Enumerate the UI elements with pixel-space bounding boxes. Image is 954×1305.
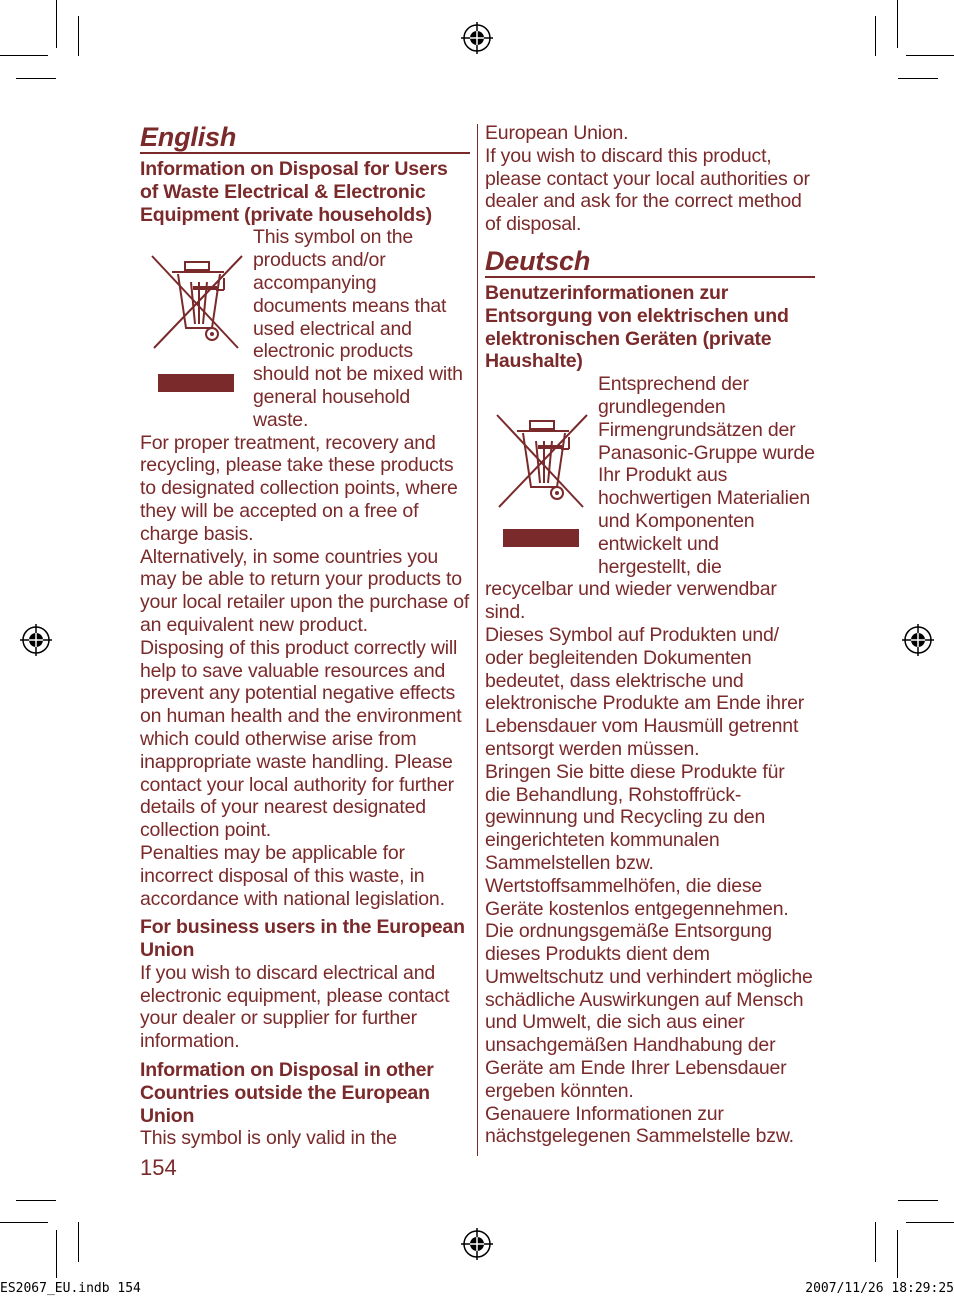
section-title-english: English — [140, 122, 470, 154]
crop-mark — [897, 0, 898, 48]
weee-symbol — [485, 373, 598, 578]
crop-mark — [897, 1230, 898, 1278]
paragraph: recycelbar und wieder verwendbar sind. — [485, 578, 777, 624]
symbol-description: Entsprechend der grundlegenden Firmengrundsätzen der Panasonic-Gruppe wurde Ihr Produkt aus hochwertigen Materialien und Komponenten entwickelt und hergestellt, die — [598, 373, 815, 578]
weee-symbol — [140, 226, 253, 431]
weee-symbol-block — [485, 373, 815, 578]
crop-mark — [78, 1222, 79, 1262]
footer-file-info: ES2067_EU.indb 154 — [0, 1281, 141, 1296]
column-divider — [477, 124, 478, 1156]
crop-mark — [16, 78, 56, 79]
weee-bar — [503, 529, 579, 547]
crop-mark — [906, 55, 954, 56]
crop-mark — [875, 16, 876, 56]
heading-entsorgung: Benutzerinformationen zur Entsorgung von elektrischen und elektronischen Geräten (private Haushalte) — [485, 281, 789, 373]
paragraph: Penalties may be applicable for incorrect disposal of this waste, in accordance with national legislation. — [140, 841, 445, 910]
symbol-description: This symbol on the products and/or accompanying documents means that used electrical and electronic products should not be mixed with general household waste. — [253, 226, 463, 431]
crossed-out-wheeled-bin-icon — [495, 413, 589, 511]
crop-mark — [56, 0, 57, 48]
paragraph: Dieses Symbol auf Produkten und/ oder begleitenden Dokumenten bedeutet, dass elektrische und elektronische Produkte am Ende ihrer Lebensdauer vom Hausmüll getrennt entsorgt werden müssen. — [485, 623, 805, 760]
paragraph: European Union. — [485, 122, 629, 144]
heading-disposal-private: Information on Disposal for Users of Waste Electrical & Electronic Equipment (private households) — [140, 158, 448, 226]
crop-mark — [875, 1222, 876, 1262]
paragraph: If you wish to discard this product, please contact your local authorities or dealer and ask for the correct method of disposal. — [485, 144, 810, 236]
crop-mark — [0, 55, 48, 56]
weee-bar — [158, 374, 234, 392]
crop-mark — [16, 1200, 56, 1201]
registration-mark-icon — [900, 622, 936, 658]
crop-mark — [0, 1222, 48, 1223]
english-section — [140, 122, 470, 1150]
paragraph: Disposing of this product correctly will help to save valuable resources and prevent any potential negative effects on human health and the environment which could otherwise arise from inappropriate waste handling. Please contact your local authority for further details of your nearest designated collection point. — [140, 636, 462, 842]
crossed-out-wheeled-bin-icon — [150, 254, 244, 352]
paragraph: For proper treatment, recovery and recycling, please take these products to designated collection points, where they will be accepted on a free of charge basis. — [140, 431, 458, 545]
crop-mark — [898, 78, 938, 79]
right-column — [485, 122, 815, 1148]
heading-business-users: For business users in the European Union — [140, 916, 465, 962]
registration-mark-icon — [459, 20, 495, 56]
paragraph: If you wish to discard electrical and electronic equipment, please contact your dealer or supplier for further information. — [140, 961, 450, 1053]
crop-mark — [56, 1230, 57, 1278]
paragraph: Genauere Informationen zur nächstgelegenen Sammelstelle bzw. — [485, 1102, 794, 1148]
paragraph: Bringen Sie bitte diese Produkte für die Behandlung, Rohstoffrück-gewinnung und Recycling zu den eingerichteten kommunalen Sammelstellen bzw. Wertstoffsammelhöfen, die diese Geräte kostenlos entgegennehmen. — [485, 760, 789, 920]
heading-outside-eu: Information on Disposal in other Countries outside the European Union — [140, 1059, 434, 1127]
paragraph: Die ordnungsgemäße Entsorgung dieses Produkts dient dem Umweltschutz und verhindert mögliche schädliche Auswirkungen auf Mensch und Umwelt, die sich aus einer unsachgemäßen Handhabung der Geräte am Ende Ihrer Lebensdauer ergeben könnten. — [485, 920, 813, 1102]
page-number: 154 — [140, 1155, 177, 1180]
crop-mark — [78, 16, 79, 56]
registration-mark-icon — [18, 622, 54, 658]
crop-mark — [898, 1200, 938, 1201]
footer-timestamp: 2007/11/26 18:29:25 — [805, 1281, 954, 1296]
paragraph: Alternatively, in some countries you may be able to return your products to your local retailer upon the purchase of an equivalent new product. — [140, 545, 470, 636]
crop-mark — [906, 1222, 954, 1223]
registration-mark-icon — [459, 1226, 495, 1262]
paragraph: This symbol is only valid in the — [140, 1127, 397, 1150]
section-title-deutsch: Deutsch — [485, 246, 815, 278]
weee-symbol-block — [140, 226, 470, 431]
